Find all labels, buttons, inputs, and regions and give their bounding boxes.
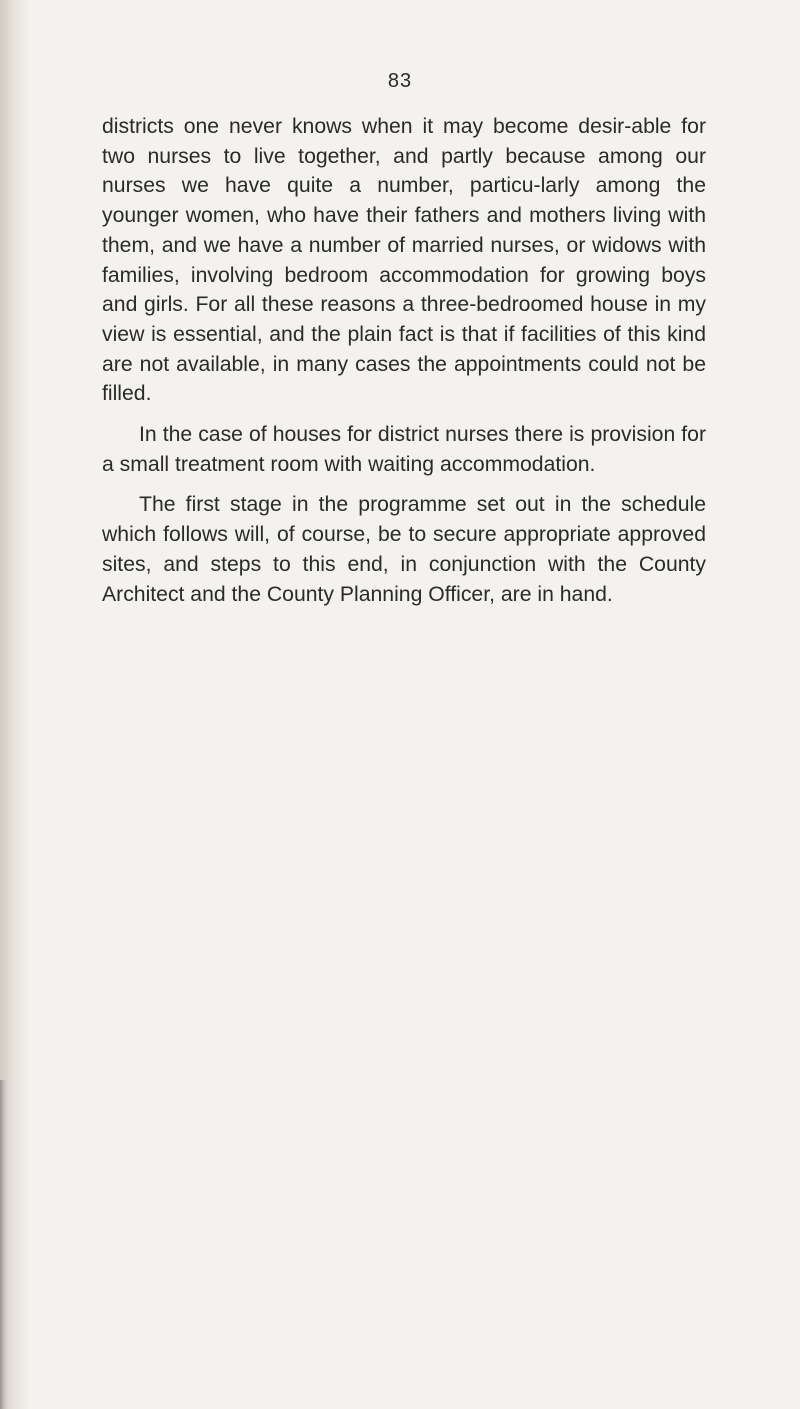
page-number: 83 bbox=[387, 70, 413, 92]
paragraph-1: districts one never knows when it may become desir-able for two nurses to live together, and partly because among our nurses we have quite a number, particu-larly among the younger women, who have their fathers and mothers living with them, and we have a number of married nurses, or widows with families, involving bedroom accommodation for growing boys and girls. For all these reasons a three-bedroomed house in my view is essential, and the plain fact is that if facilities of this kind are not available, in many cases the appointments could not be filled. bbox=[102, 115, 706, 406]
body-text bbox=[102, 112, 706, 609]
paragraph-3: The first stage in the programme set out in the schedule which follows will, of course, be to secure appropriate approved sites, and steps to this end, in conjunction with the County Architect and the County Planning Officer, are in hand. bbox=[102, 493, 706, 606]
paragraph-2: In the case of houses for district nurses there is provision for a small treatment room with waiting accommodation. bbox=[102, 423, 706, 476]
scan-edge-shadow-lower bbox=[0, 1080, 8, 1409]
